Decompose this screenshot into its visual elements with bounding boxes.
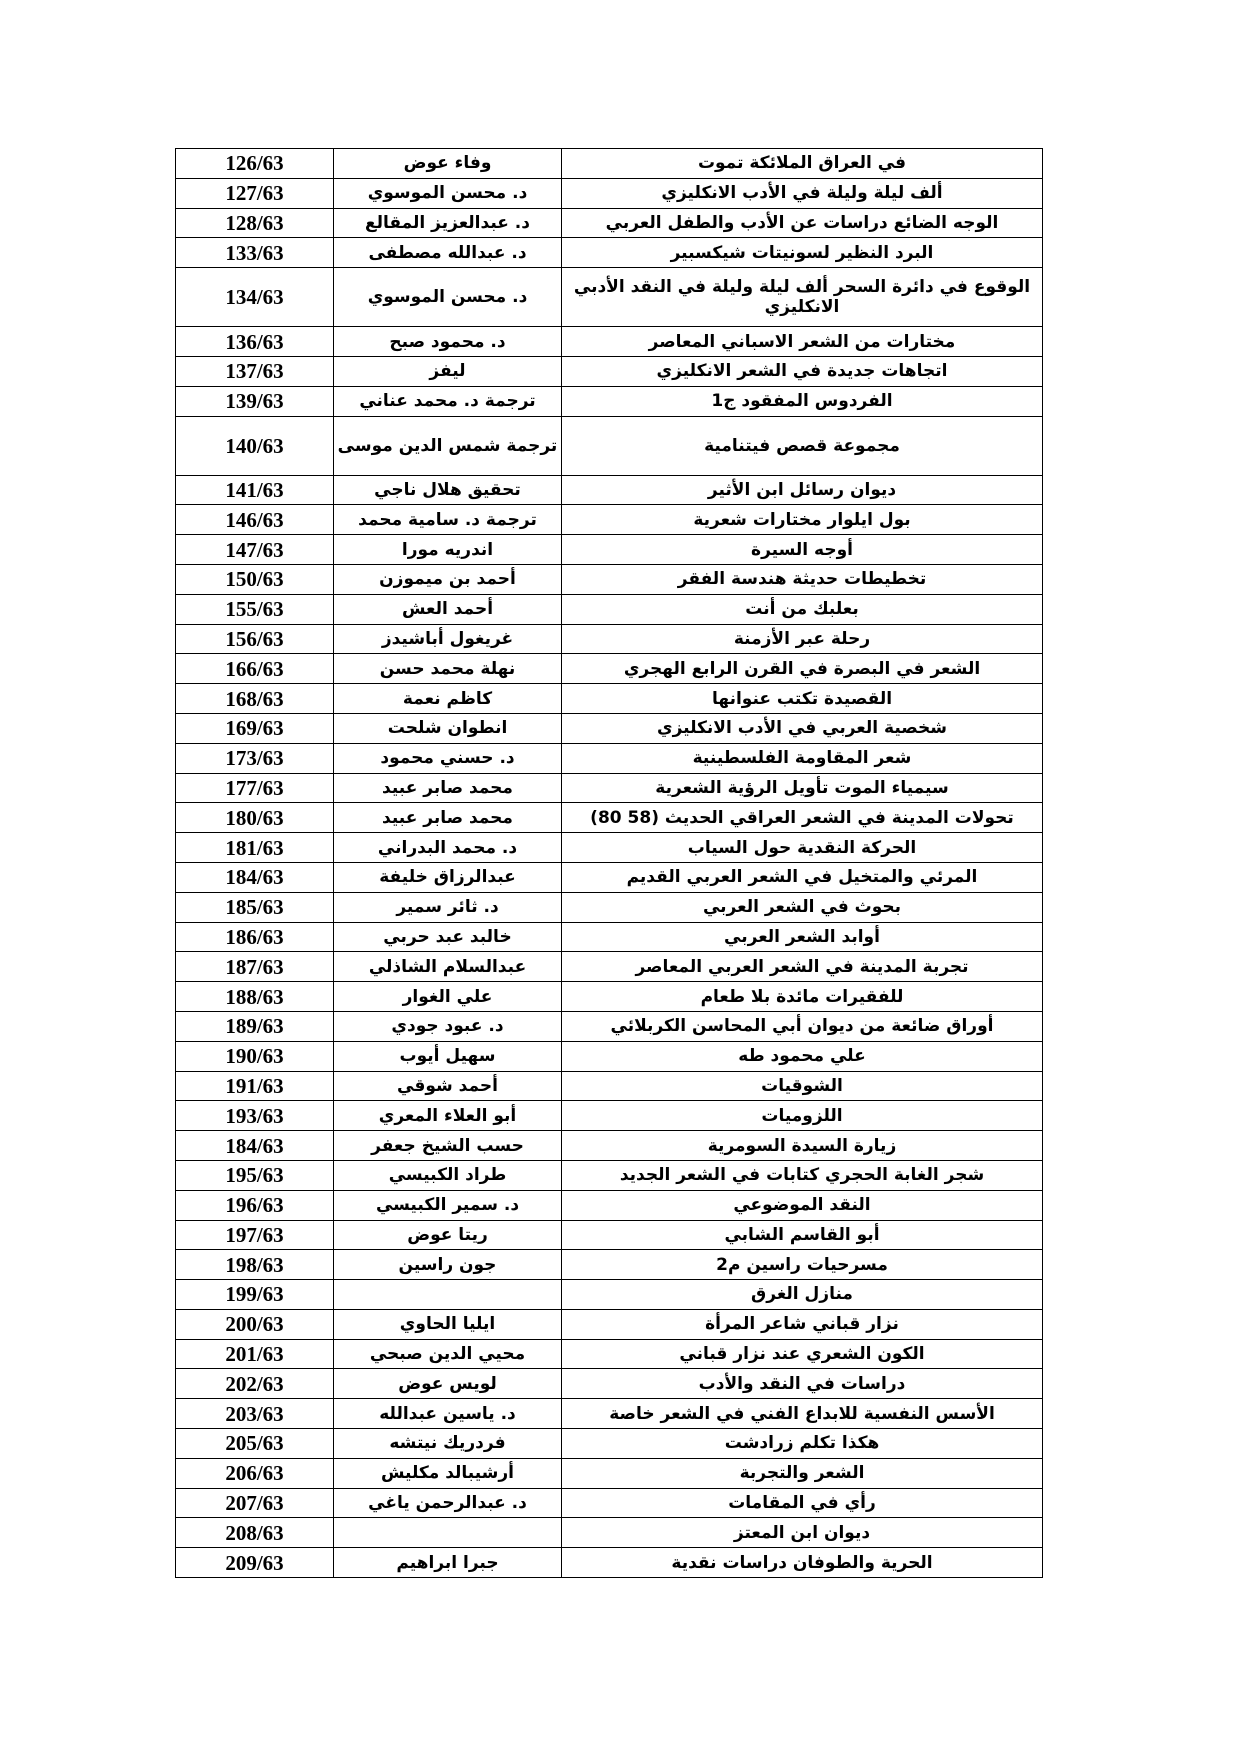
book-code-cell: 187/63 bbox=[176, 952, 334, 982]
book-author-cell: ليفز bbox=[334, 356, 562, 386]
book-author-cell: د. ياسين عبدالله bbox=[334, 1399, 562, 1429]
book-title-cell: للفقيرات مائدة بلا طعام bbox=[562, 982, 1043, 1012]
book-title-cell: ديوان ابن المعتز bbox=[562, 1518, 1043, 1548]
book-author-cell: جبرا ابراهيم bbox=[334, 1548, 562, 1578]
book-code-cell: 184/63 bbox=[176, 862, 334, 892]
book-author-cell: ايليا الحاوي bbox=[334, 1309, 562, 1339]
book-code-cell: 200/63 bbox=[176, 1309, 334, 1339]
book-code-cell: 197/63 bbox=[176, 1220, 334, 1250]
book-author-cell: خالبد عبد حربي bbox=[334, 922, 562, 952]
book-author-cell: غريغول أباشيدز bbox=[334, 624, 562, 654]
table-row bbox=[176, 416, 1043, 475]
book-code-cell: 205/63 bbox=[176, 1429, 334, 1459]
book-code-cell: 206/63 bbox=[176, 1458, 334, 1488]
book-code-cell: 169/63 bbox=[176, 713, 334, 743]
book-code-cell: 185/63 bbox=[176, 892, 334, 922]
book-title-cell: الشعر في البصرة في القرن الرابع الهجري bbox=[562, 654, 1043, 684]
book-code-cell: 180/63 bbox=[176, 803, 334, 833]
book-author-cell: جون راسين bbox=[334, 1250, 562, 1280]
book-code-cell: 150/63 bbox=[176, 564, 334, 594]
book-code-cell: 126/63 bbox=[176, 149, 334, 179]
book-author-cell: د. محمد البدراني bbox=[334, 833, 562, 863]
table-row bbox=[176, 238, 1043, 268]
book-title-cell: مسرحيات راسين م2 bbox=[562, 1250, 1043, 1280]
table-row bbox=[176, 1160, 1043, 1190]
book-code-cell: 209/63 bbox=[176, 1548, 334, 1578]
book-author-cell bbox=[334, 1518, 562, 1548]
book-title-cell: ألف ليلة وليلة في الأدب الانكليزي bbox=[562, 178, 1043, 208]
book-list-body bbox=[176, 149, 1043, 1578]
book-author-cell: ترجمة د. سامية محمد bbox=[334, 505, 562, 535]
book-title-cell: هكذا تكلم زرادشت bbox=[562, 1429, 1043, 1459]
table-row bbox=[176, 982, 1043, 1012]
book-title-cell: في العراق الملائكة تموت bbox=[562, 149, 1043, 179]
book-author-cell: علي الغوار bbox=[334, 982, 562, 1012]
book-author-cell: كاظم نعمة bbox=[334, 684, 562, 714]
book-title-cell: المرئي والمتخيل في الشعر العربي القديم bbox=[562, 862, 1043, 892]
table-row bbox=[176, 1131, 1043, 1161]
book-code-cell: 202/63 bbox=[176, 1369, 334, 1399]
table-row bbox=[176, 268, 1043, 327]
book-author-cell: طراد الكبيسي bbox=[334, 1160, 562, 1190]
table-row bbox=[176, 1190, 1043, 1220]
book-code-cell: 134/63 bbox=[176, 268, 334, 327]
book-code-cell: 198/63 bbox=[176, 1250, 334, 1280]
book-code-cell: 133/63 bbox=[176, 238, 334, 268]
table-row bbox=[176, 208, 1043, 238]
book-author-cell: د. محمود صبح bbox=[334, 327, 562, 357]
book-author-cell: د. محسن الموسوي bbox=[334, 268, 562, 327]
book-author-cell: فردريك نيتشه bbox=[334, 1429, 562, 1459]
table-row bbox=[176, 475, 1043, 505]
book-code-cell: 128/63 bbox=[176, 208, 334, 238]
table-row bbox=[176, 654, 1043, 684]
book-title-cell: الكون الشعري عند نزار قباني bbox=[562, 1339, 1043, 1369]
book-author-cell: أبو العلاء المعري bbox=[334, 1101, 562, 1131]
book-title-cell: مجموعة قصص فيتنامية bbox=[562, 416, 1043, 475]
book-author-cell: عبدالرزاق خليفة bbox=[334, 862, 562, 892]
book-title-cell: القصيدة تكتب عنوانها bbox=[562, 684, 1043, 714]
table-row bbox=[176, 356, 1043, 386]
book-code-cell: 181/63 bbox=[176, 833, 334, 863]
book-author-cell: د. عبدالعزيز المقالع bbox=[334, 208, 562, 238]
book-author-cell: تحقيق هلال ناجي bbox=[334, 475, 562, 505]
book-code-cell: 146/63 bbox=[176, 505, 334, 535]
table-row bbox=[176, 1369, 1043, 1399]
table-row bbox=[176, 149, 1043, 179]
table-row bbox=[176, 624, 1043, 654]
book-code-cell: 195/63 bbox=[176, 1160, 334, 1190]
book-title-cell: بعلبك من أنت bbox=[562, 594, 1043, 624]
book-title-cell: تخطيطات حديثة هندسة الفقر bbox=[562, 564, 1043, 594]
table-row bbox=[176, 386, 1043, 416]
book-author-cell: محمد صابر عبيد bbox=[334, 803, 562, 833]
book-code-cell: 203/63 bbox=[176, 1399, 334, 1429]
book-title-cell: زيارة السيدة السومرية bbox=[562, 1131, 1043, 1161]
book-code-cell: 196/63 bbox=[176, 1190, 334, 1220]
table-row bbox=[176, 1548, 1043, 1578]
table-row bbox=[176, 1220, 1043, 1250]
table-row bbox=[176, 1101, 1043, 1131]
book-title-cell: أوراق ضائعة من ديوان أبي المحاسن الكربلائي bbox=[562, 1011, 1043, 1041]
book-code-cell: 199/63 bbox=[176, 1280, 334, 1310]
table-row bbox=[176, 743, 1043, 773]
book-code-cell: 147/63 bbox=[176, 535, 334, 565]
book-code-cell: 208/63 bbox=[176, 1518, 334, 1548]
book-author-cell: أرشيبالد مكليش bbox=[334, 1458, 562, 1488]
book-author-cell: عبدالسلام الشاذلي bbox=[334, 952, 562, 982]
book-code-cell: 188/63 bbox=[176, 982, 334, 1012]
table-row bbox=[176, 1458, 1043, 1488]
book-author-cell: د. عبود جودي bbox=[334, 1011, 562, 1041]
table-row bbox=[176, 505, 1043, 535]
table-row bbox=[176, 1011, 1043, 1041]
book-title-cell: الوجه الضائع دراسات عن الأدب والطفل العربي bbox=[562, 208, 1043, 238]
book-title-cell: تحولات المدينة في الشعر العراقي الحديث (58 80) bbox=[562, 803, 1043, 833]
book-author-cell: ترجمة شمس الدين موسى bbox=[334, 416, 562, 475]
table-row bbox=[176, 1071, 1043, 1101]
table-row bbox=[176, 1280, 1043, 1310]
book-author-cell: د. ثائر سمير bbox=[334, 892, 562, 922]
book-code-cell: 141/63 bbox=[176, 475, 334, 505]
table-row bbox=[176, 594, 1043, 624]
table-row bbox=[176, 1339, 1043, 1369]
book-title-cell: اللزوميات bbox=[562, 1101, 1043, 1131]
book-code-cell: 191/63 bbox=[176, 1071, 334, 1101]
table-row bbox=[176, 1041, 1043, 1071]
book-author-cell: أحمد العش bbox=[334, 594, 562, 624]
book-author-cell: ريتا عوض bbox=[334, 1220, 562, 1250]
book-title-cell: البرد النظير لسونيتات شيكسبير bbox=[562, 238, 1043, 268]
book-author-cell: حسب الشيخ جعفر bbox=[334, 1131, 562, 1161]
book-author-cell: د. محسن الموسوي bbox=[334, 178, 562, 208]
book-code-cell: 137/63 bbox=[176, 356, 334, 386]
book-author-cell: د. سمير الكبيسي bbox=[334, 1190, 562, 1220]
book-author-cell: محيي الدين صبحي bbox=[334, 1339, 562, 1369]
book-code-cell: 177/63 bbox=[176, 773, 334, 803]
book-author-cell: أحمد شوقي bbox=[334, 1071, 562, 1101]
book-title-cell: شخصية العربي في الأدب الانكليزي bbox=[562, 713, 1043, 743]
book-title-cell: تجربة المدينة في الشعر العربي المعاصر bbox=[562, 952, 1043, 982]
book-title-cell: الحركة النقدية حول السياب bbox=[562, 833, 1043, 863]
book-title-cell: اتجاهات جديدة في الشعر الانكليزي bbox=[562, 356, 1043, 386]
table-row bbox=[176, 1518, 1043, 1548]
table-row bbox=[176, 713, 1043, 743]
book-author-cell: محمد صابر عبيد bbox=[334, 773, 562, 803]
book-title-cell: أوابد الشعر العربي bbox=[562, 922, 1043, 952]
book-title-cell: نزار قباني شاعر المرأة bbox=[562, 1309, 1043, 1339]
book-title-cell: رحلة عبر الأزمنة bbox=[562, 624, 1043, 654]
book-code-cell: 184/63 bbox=[176, 1131, 334, 1161]
book-author-cell: د. عبدالله مصطفى bbox=[334, 238, 562, 268]
table-row bbox=[176, 1488, 1043, 1518]
book-author-cell bbox=[334, 1280, 562, 1310]
book-title-cell: بحوث في الشعر العربي bbox=[562, 892, 1043, 922]
book-title-cell: مختارات من الشعر الاسباني المعاصر bbox=[562, 327, 1043, 357]
book-author-cell: وفاء عوض bbox=[334, 149, 562, 179]
table-row bbox=[176, 327, 1043, 357]
book-list-table bbox=[175, 148, 1043, 1578]
table-row bbox=[176, 1429, 1043, 1459]
book-author-cell: انطوان شلحت bbox=[334, 713, 562, 743]
table-row bbox=[176, 535, 1043, 565]
book-title-cell: ديوان رسائل ابن الأثير bbox=[562, 475, 1043, 505]
table-row bbox=[176, 892, 1043, 922]
book-title-cell: سيمياء الموت تأويل الرؤية الشعرية bbox=[562, 773, 1043, 803]
book-title-cell: دراسات في النقد والأدب bbox=[562, 1369, 1043, 1399]
book-author-cell: نهلة محمد حسن bbox=[334, 654, 562, 684]
book-code-cell: 139/63 bbox=[176, 386, 334, 416]
book-title-cell: الفردوس المفقود ج1 bbox=[562, 386, 1043, 416]
table-row bbox=[176, 803, 1043, 833]
table-row bbox=[176, 684, 1043, 714]
book-code-cell: 189/63 bbox=[176, 1011, 334, 1041]
book-title-cell: منازل الغرق bbox=[562, 1280, 1043, 1310]
book-title-cell: الشعر والتجربة bbox=[562, 1458, 1043, 1488]
book-author-cell: د. عبدالرحمن ياغي bbox=[334, 1488, 562, 1518]
table-row bbox=[176, 862, 1043, 892]
book-code-cell: 155/63 bbox=[176, 594, 334, 624]
book-title-cell: الوقوع في دائرة السحر ألف ليلة وليلة في النقد الأدبي الانكليزي bbox=[562, 268, 1043, 327]
book-code-cell: 201/63 bbox=[176, 1339, 334, 1369]
book-title-cell: بول ايلوار مختارات شعرية bbox=[562, 505, 1043, 535]
table-row bbox=[176, 178, 1043, 208]
book-code-cell: 173/63 bbox=[176, 743, 334, 773]
book-author-cell: د. حسني محمود bbox=[334, 743, 562, 773]
book-author-cell: سهيل أيوب bbox=[334, 1041, 562, 1071]
book-code-cell: 190/63 bbox=[176, 1041, 334, 1071]
book-title-cell: أبو القاسم الشابي bbox=[562, 1220, 1043, 1250]
book-code-cell: 193/63 bbox=[176, 1101, 334, 1131]
table-row bbox=[176, 922, 1043, 952]
book-title-cell: شجر الغابة الحجري كتابات في الشعر الجديد bbox=[562, 1160, 1043, 1190]
book-author-cell: اندريه مورا bbox=[334, 535, 562, 565]
book-title-cell: أوجه السيرة bbox=[562, 535, 1043, 565]
book-code-cell: 166/63 bbox=[176, 654, 334, 684]
book-author-cell: لويس عوض bbox=[334, 1369, 562, 1399]
book-title-cell: الشوقيات bbox=[562, 1071, 1043, 1101]
book-code-cell: 136/63 bbox=[176, 327, 334, 357]
table-row bbox=[176, 564, 1043, 594]
book-author-cell: ترجمة د. محمد عناني bbox=[334, 386, 562, 416]
book-code-cell: 207/63 bbox=[176, 1488, 334, 1518]
book-code-cell: 156/63 bbox=[176, 624, 334, 654]
book-author-cell: أحمد بن ميموزن bbox=[334, 564, 562, 594]
table-row bbox=[176, 952, 1043, 982]
book-title-cell: رأي في المقامات bbox=[562, 1488, 1043, 1518]
book-code-cell: 127/63 bbox=[176, 178, 334, 208]
table-row bbox=[176, 833, 1043, 863]
table-row bbox=[176, 1399, 1043, 1429]
book-title-cell: علي محمود طه bbox=[562, 1041, 1043, 1071]
book-code-cell: 168/63 bbox=[176, 684, 334, 714]
book-title-cell: الأسس النفسية للابداع الفني في الشعر خاصة bbox=[562, 1399, 1043, 1429]
book-title-cell: النقد الموضوعي bbox=[562, 1190, 1043, 1220]
book-code-cell: 140/63 bbox=[176, 416, 334, 475]
table-row bbox=[176, 773, 1043, 803]
book-title-cell: الحرية والطوفان دراسات نقدية bbox=[562, 1548, 1043, 1578]
book-code-cell: 186/63 bbox=[176, 922, 334, 952]
book-title-cell: شعر المقاومة الفلسطينية bbox=[562, 743, 1043, 773]
table-row bbox=[176, 1309, 1043, 1339]
table-row bbox=[176, 1250, 1043, 1280]
